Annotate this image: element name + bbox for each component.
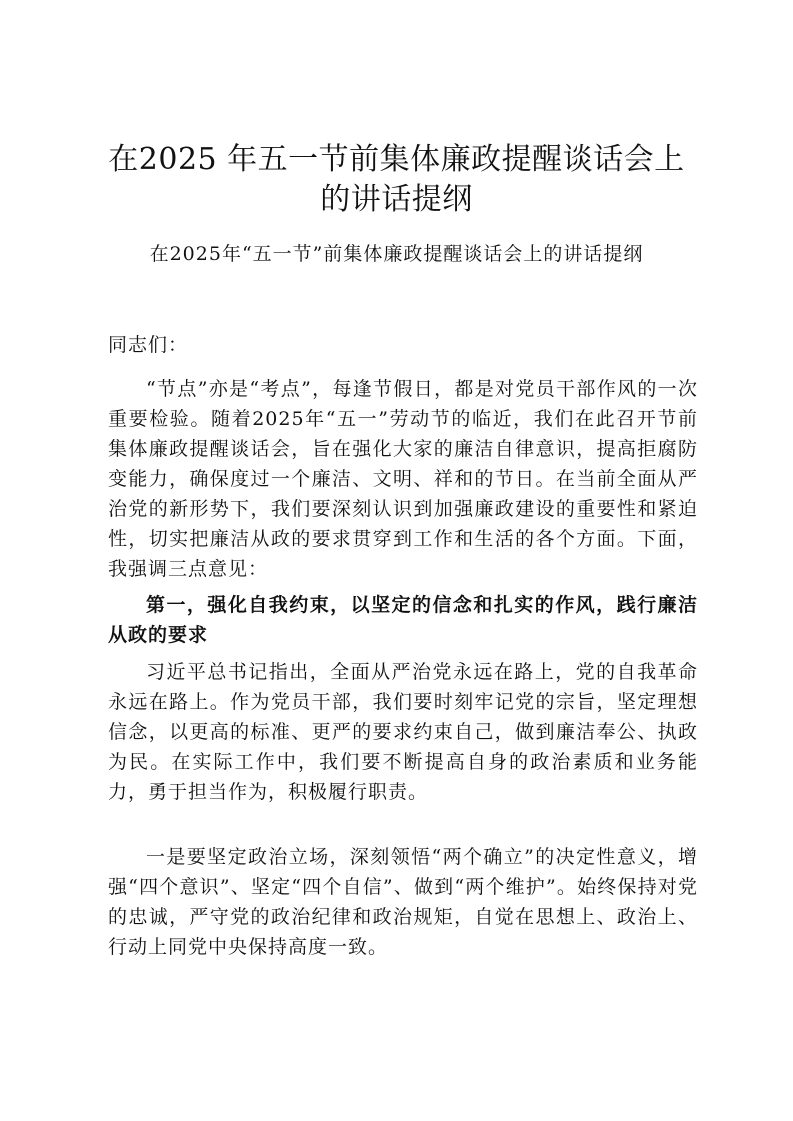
document-title: 在2025 年五一节前集体廉政提醒谈话会上的讲话提纲 [108,142,685,217]
salutation: 同志们： [108,334,189,356]
paragraph-section-1: 习近平总书记指出，全面从严治党永远在路上，党的自我革命永远在路上。作为党员干部，我们要时刻牢记党的宗旨，坚定理想信念，以更高的标准、更严的要求约束自己，做到廉洁奉公、执政为民。在实际工作中，我们要不断提高自身的政治素质和业务能力，勇于担当作为，积极履行职责。 [108,661,698,803]
paragraph-intro: “节点”亦是“考点”，每逢节假日，都是对党员干部作风的一次重要检验。随着2025年“五一”劳动节的临近，我们在此召开节前集体廉政提醒谈话会，旨在强化大家的廉洁自律意识，提高拒腐防变能力，确保度过一个廉洁、文明、祥和的节日。在当前全面从严治党的新形势下，我们要深刻认识到加强廉政建设的重要性和紧迫性，切实把廉洁从政的要求贯穿到工作和生活的各个方面。下面，我强调三点意见： [108,378,698,580]
paragraph-point-1: 一是要坚定政治立场，深刻领悟“两个确立”的决定性意义，增强“四个意识”、坚定“四个自信”、做到“两个维护”。始终保持对党的忠诚，严守党的政治纪律和政治规矩，自觉在思想上、政治上、行动上同党中央保持高度一致。 [108,846,698,958]
section-heading-1: 第一，强化自我约束，以坚定的信念和扎实的作风，践行廉洁从政的要求 [108,594,698,646]
document-subtitle: 在2025年“五一节”前集体廉政提醒谈话会上的讲话提纲 [149,243,644,265]
